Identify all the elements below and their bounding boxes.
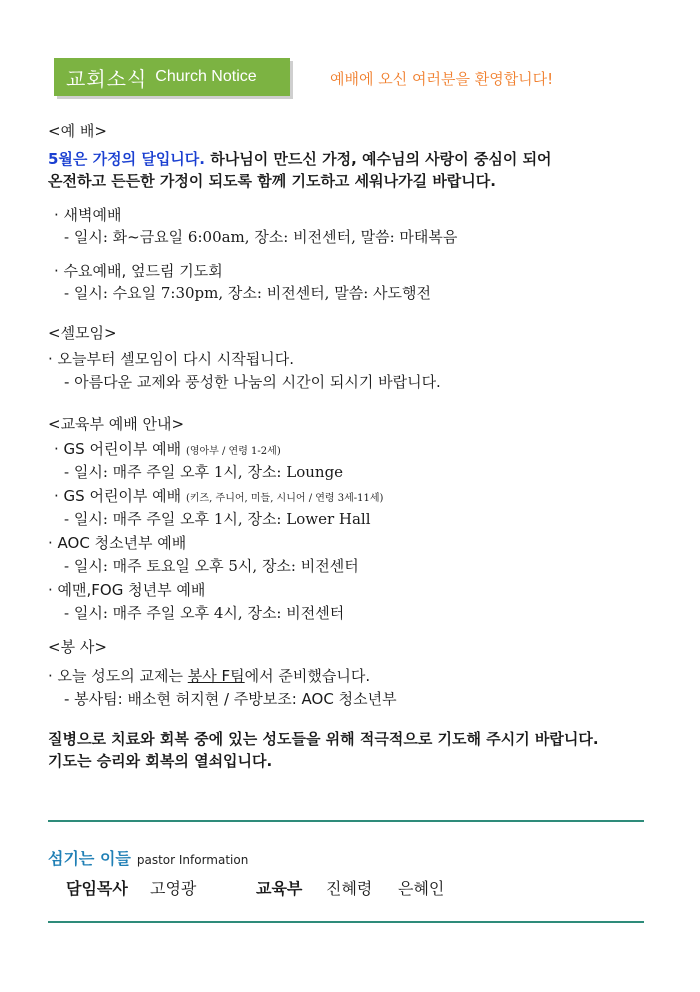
worship-intro-highlight: 5월은 가정의 달입니다. — [48, 150, 205, 168]
staff-name-education-2: 은혜인 — [398, 879, 445, 898]
worship-intro-line2: 온전하고 든든한 가정이 되도록 함께 기도하고 세워나가길 바랍니다. — [48, 172, 496, 190]
worship-heading: <예 배> — [48, 122, 107, 140]
worship-item-detail: - 일시: 화~금요일 6:00am, 장소: 비전센터, 말씀: 마태복음 — [64, 228, 458, 246]
education-item-note: (키즈, 주니어, 미들, 시니어 / 연령 3세-11세) — [185, 493, 384, 504]
prayer-line2: 기도는 승리와 회복의 열쇠입니다. — [48, 752, 273, 770]
notice-header — [54, 58, 290, 96]
prayer-line1: 질병으로 치료와 회복 중에 있는 성도들을 위해 적극적으로 기도해 주시기 바랍니다. — [48, 730, 599, 748]
education-item-detail: - 일시: 매주 토요일 오후 5시, 장소: 비전센터 — [64, 557, 359, 575]
worship-item-title: · 새벽예배 — [54, 206, 122, 224]
cell-line1: · 오늘부터 셀모임이 다시 시작됩니다. — [48, 350, 294, 368]
education-item-detail: - 일시: 매주 주일 오후 1시, 장소: Lounge — [64, 463, 344, 481]
education-item-title: · GS 어린이부 예배 (키즈, 주니어, 미들, 시니어 / 연령 3세-11세) — [54, 487, 384, 505]
worship-intro-rest: 하나님이 만드신 가정, 예수님의 사랑이 중심이 되어 — [205, 150, 552, 168]
education-item-title: · 예맨,FOG 청년부 예배 — [48, 581, 206, 599]
education-item-detail: - 일시: 매주 주일 오후 4시, 장소: 비전센터 — [64, 604, 345, 622]
education-item-note: (영아부 / 연령 1-2세) — [185, 446, 281, 457]
staff-section-title: 섬기는 이들 pastor Information — [48, 849, 249, 868]
service-line2: - 봉사팀: 배소현 허지현 / 주방보조: AOC 청소년부 — [64, 690, 397, 708]
staff-role-senior-pastor: 담임목사 — [66, 879, 128, 898]
header-title-en: Church Notice — [155, 68, 257, 85]
worship-item-title: · 수요예배, 엎드림 기도회 — [54, 262, 223, 280]
cell-line2: - 아름다운 교제와 풍성한 나눔의 시간이 되시기 바랍니다. — [64, 373, 441, 391]
education-heading: <교육부 예배 안내> — [48, 415, 185, 433]
service-line1: · 오늘 성도의 교제는 봉사 F팀에서 준비했습니다. — [48, 667, 371, 685]
service-heading: <봉 사> — [48, 638, 107, 656]
education-item-title: · AOC 청소년부 예배 — [48, 534, 187, 552]
education-item-detail: - 일시: 매주 주일 오후 1시, 장소: Lower Hall — [64, 510, 371, 528]
divider-top — [48, 820, 644, 822]
education-item-title: · GS 어린이부 예배 (영아부 / 연령 1-2세) — [54, 440, 281, 458]
staff-role-education: 교육부 — [256, 879, 303, 898]
worship-intro — [48, 148, 552, 169]
staff-name-education-1: 진혜령 — [326, 879, 373, 898]
welcome-message: 예배에 오신 여러분을 환영합니다! — [330, 70, 554, 88]
staff-name-senior-pastor: 고영광 — [150, 879, 197, 898]
staff-section-subtitle: pastor Information — [136, 853, 249, 867]
worship-item-detail: - 일시: 수요일 7:30pm, 장소: 비전센터, 말씀: 사도행전 — [64, 284, 431, 302]
divider-bottom — [48, 921, 644, 923]
cell-heading: <셀모임> — [48, 324, 117, 342]
service-team-name: 봉사 F팀 — [187, 667, 245, 685]
header-title-ko: 교회소식 — [66, 66, 148, 91]
